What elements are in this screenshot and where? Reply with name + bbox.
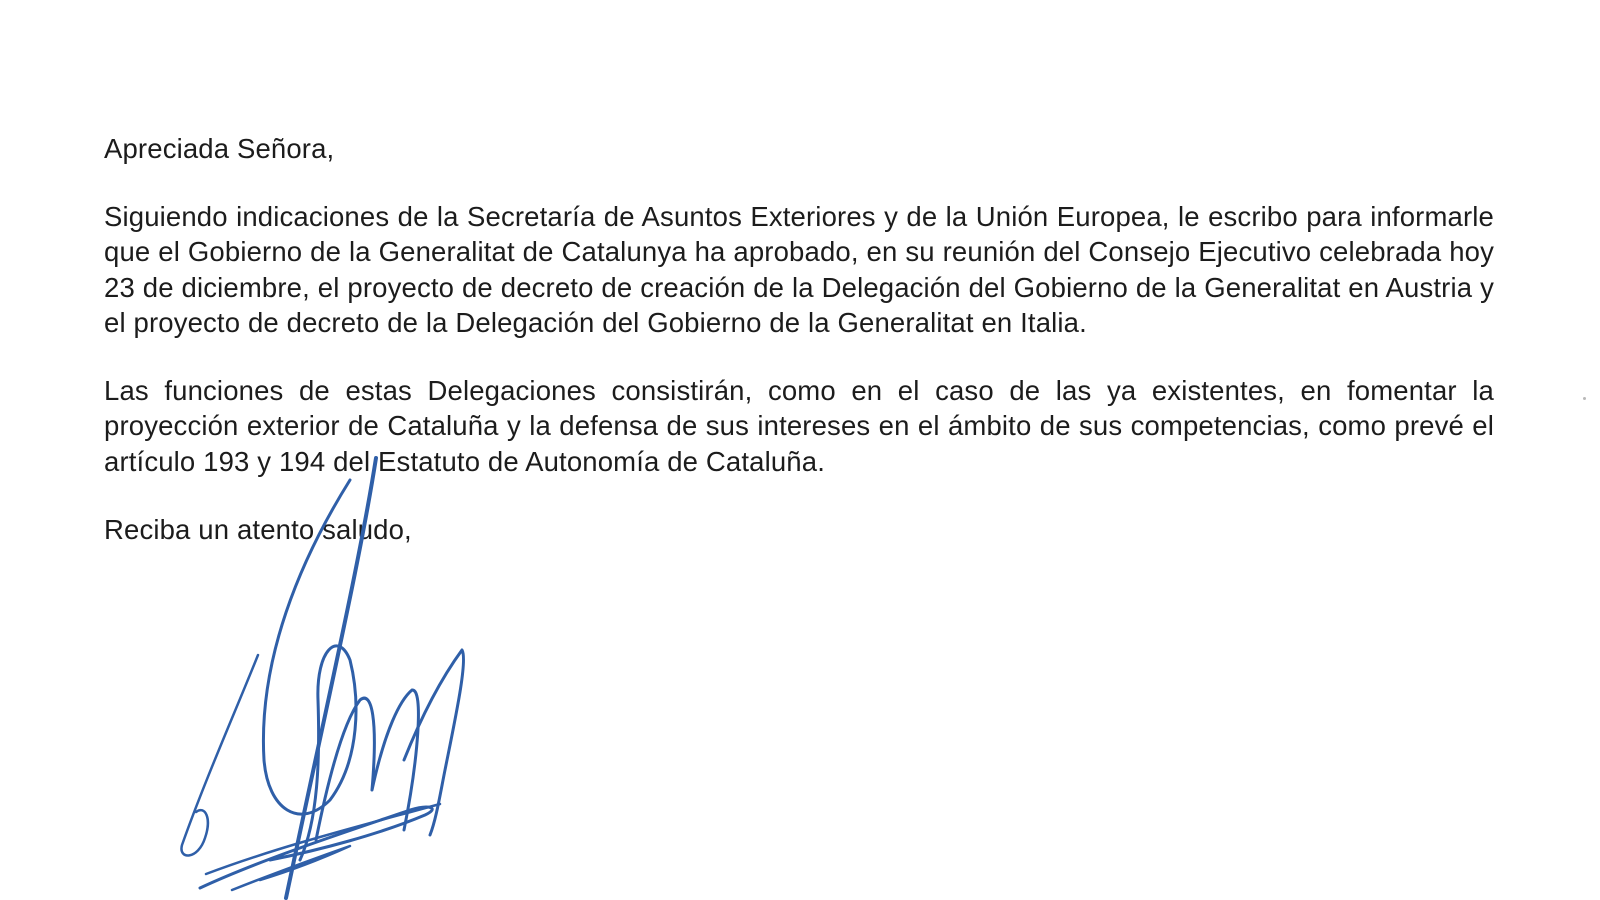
signature-right-stroke: [404, 650, 464, 835]
speck-mark: [1583, 397, 1586, 400]
signature-m-stroke: [316, 690, 418, 840]
signature-cross-stroke: [200, 807, 432, 888]
signature-underline-stroke: [206, 804, 440, 874]
letter-body: [104, 131, 1494, 547]
paragraph-functions: Las funciones de estas Delegaciones consistirán, como en el caso de las ya existentes, en fomentar la proyección exterior de Cataluña y la defensa de sus intereses en el ámbito de sus competencias, como prevé el artículo 193 y 194 del Estatuto de Autonomía de Cataluña.: [104, 375, 1494, 477]
signature-lower-loop: [232, 846, 350, 890]
signature-left-stroke: [181, 655, 258, 855]
paragraph-announcement: Siguiendo indicaciones de la Secretaría de Asuntos Exteriores y de la Unión Europea, le escribo para informarle que el Gobierno de la Generalitat de Catalunya ha aprobado, en su reunión del Consejo Ejecutivo celebrada hoy 23 de diciembre, el proyecto de decreto de creación de la Delegación del Gobierno de la Generalitat en Austria y el proyecto de decreto de la Delegación del Gobierno de la Generalitat en Italia.: [104, 201, 1494, 338]
closing-greeting: Reciba un atento saludo,: [104, 514, 412, 546]
salutation: Apreciada Señora,: [104, 133, 335, 164]
